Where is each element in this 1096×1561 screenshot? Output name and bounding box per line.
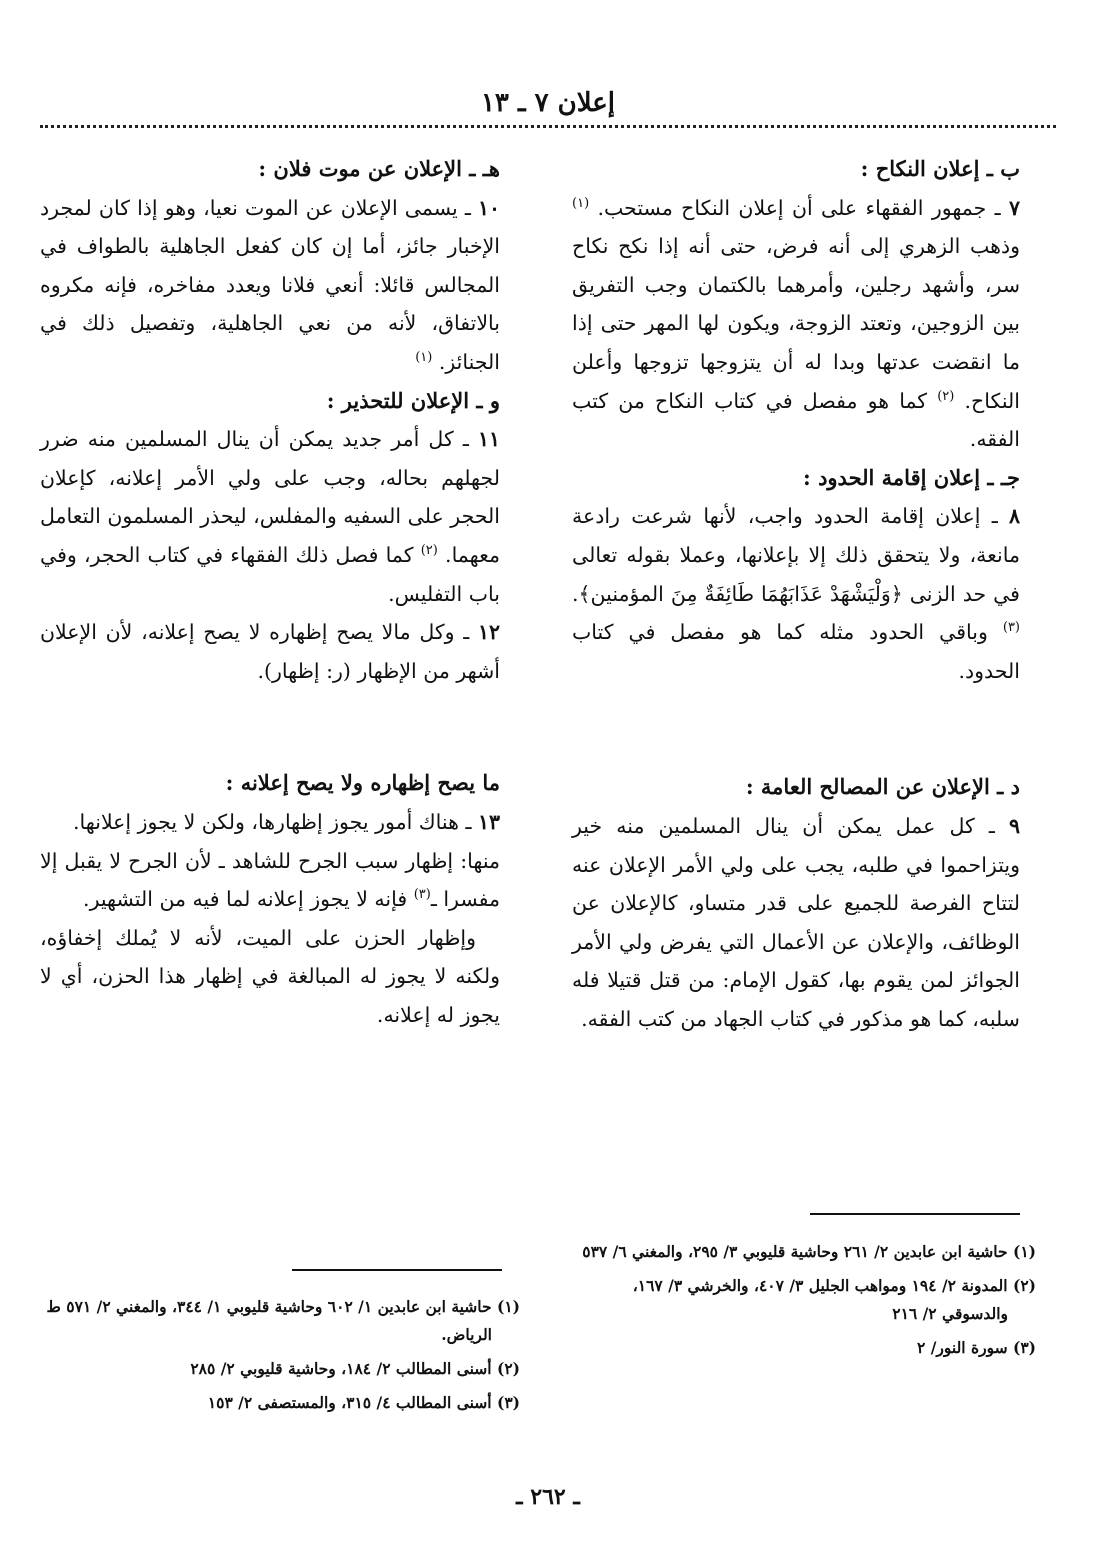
page-number: ـ ٢٦٢ ـ bbox=[516, 1484, 580, 1510]
paragraph-text: ـ جمهور الفقهاء على أن إعلان النكاح مستحب. bbox=[597, 195, 1009, 220]
paragraph-text: ـ يسمى الإعلان عن الموت نعيا، وهو إذا كان لمجرد الإخبار جائز، أما إن كان كفعل الجاهلية بالطواف في المجالس قائلا: أنعي فلانا ويعدد مفاخره، فإنه مكروه بالاتفاق، لأنه من نعي الجاهلية، وتفصيل ذلك في الجنائز. bbox=[40, 195, 500, 374]
footnote-item: (٣) أسنى المطالب ٤/ ٣١٥، والمستصفى ٢/ ١٥٣ bbox=[207, 1393, 520, 1412]
paragraph-number: ٩ bbox=[1008, 813, 1020, 838]
footnote-ref: (٢) bbox=[420, 543, 438, 559]
paragraph-12 bbox=[40, 613, 500, 690]
section-b-title: ب ـ إعلان النكاح : bbox=[860, 156, 1020, 181]
paragraph-text: وباقي الحدود مثله كما هو مفصل في كتاب الحدود. bbox=[572, 620, 1020, 683]
paragraph-text: وإظهار الحزن على الميت، لأنه لا يُملك إخفاؤه، ولكنه لا يجوز له المبالغة في إظهار هذا الحزن، أي لا يجوز له إعلانه. bbox=[40, 925, 500, 1027]
paragraph-text: وذهب الزهري إلى أنه فرض، حتى أنه إذا نكح نكاح سر، وأشهد رجلين، وأمرهما بالكتمان وجب التفريق بين الزوجين، وتعتد الزوجة، ويكون لها المهر حتى إذا ما انقضت عدتها وبدا له أن يتزوجها تزوجها وأعلن النكاح. bbox=[572, 234, 1020, 413]
paragraph-text: ـ هناك أمور يجوز إظهارها، ولكن لا يجوز إعلانها. bbox=[73, 809, 478, 834]
footnote-rule-left bbox=[292, 1269, 502, 1271]
footnote-ref: (١) bbox=[415, 350, 433, 366]
footnote-item: (٢) المدونة ٢/ ١٩٤ ومواهب الجليل ٣/ ٤٠٧، والخرشي ٣/ ١٦٧، والدسوقي ٢/ ٢١٦ bbox=[632, 1276, 1036, 1323]
footnote-ref: (٣) bbox=[413, 887, 431, 903]
footnotes-right bbox=[566, 1238, 1036, 1368]
paragraph-text: منها: إظهار سبب الجرح للشاهد ـ لأن الجرح لا يقبل إلا مفسرا ـ bbox=[40, 848, 500, 912]
section-h-title: هـ ـ الإعلان عن موت فلان : bbox=[258, 156, 500, 181]
paragraph-number: ٨ bbox=[1008, 504, 1020, 529]
paragraph-text: فإنه لا يجوز إعلانه لما فيه من التشهير. bbox=[83, 887, 414, 912]
paragraph-11 bbox=[40, 420, 500, 613]
footnote-item: (٢) أسنى المطالب ٢/ ١٨٤، وحاشية قليوبي ٢/ ٢٨٥ bbox=[190, 1359, 520, 1378]
paragraph-text: ـ كل عمل يمكن أن ينال المسلمين منه خير ويتزاحموا في طلبه، يجب على ولي الأمر الإعلان عنه لتتاح الفرصة للجميع على قدر متساو، كالإعلان عن الوظائف، والإعلان عن الأعمال التي يفرض ولي الأمر الجوائز لمن يقوم بها، كقول الإمام: من قتل قتيلا فله سلبه، كما هو مذكور في كتاب الجهاد من كتب الفقه. bbox=[572, 813, 1020, 1031]
footnotes-left bbox=[40, 1293, 520, 1423]
paragraph-9 bbox=[572, 807, 1020, 1039]
section-d-title: د ـ الإعلان عن المصالح العامة : bbox=[745, 774, 1020, 800]
section-m-title: ما يصح إظهاره ولا يصح إعلانه : bbox=[225, 770, 500, 796]
paragraph-13-c bbox=[40, 919, 500, 1035]
running-title: إعلان ٧ ـ ١٣ bbox=[480, 88, 616, 118]
footnote-item: (١) حاشية ابن عابدين ١/ ٦٠٢ وحاشية قليوبي ١/ ٣٤٤، والمغني ٢/ ٥٧١ ط الرياض. bbox=[46, 1297, 520, 1344]
paragraph-number: ١٣ bbox=[477, 809, 500, 834]
paragraph-text: ـ كل أمر جديد يمكن أن ينال المسلمين منه ضرر لجهلهم بحاله، وجب على ولي الأمر إعلانه، كإعلان الحجر على السفيه والمفلس، ليحذر المسلمون التعامل معهما. bbox=[40, 427, 500, 567]
paragraph-text: ـ إعلان إقامة الحدود واجب، لأنها شرعت رادعة مانعة، ولا يتحقق ذلك إلا بإعلانها، وعملا بقوله تعالى في حد الزنى ﴿وَلْيَشْهَدْ عَذَابَهُمَا طَائِفَةٌ مِنَ المؤمنين﴾. bbox=[572, 504, 1020, 606]
paragraph-13-b bbox=[40, 842, 500, 919]
header-dotted-rule bbox=[40, 125, 1056, 128]
paragraph-number: ١١ bbox=[477, 427, 500, 452]
spacer bbox=[572, 690, 1020, 768]
paragraph-8 bbox=[572, 497, 1020, 690]
footnote-item: (٣) سورة النور/ ٢ bbox=[917, 1338, 1036, 1357]
section-c-title: جـ ـ إعلان إقامة الحدود : bbox=[803, 464, 1020, 490]
paragraph-13 bbox=[40, 803, 500, 842]
paragraph-number: ١٢ bbox=[477, 620, 500, 645]
paragraph-number: ١٠ bbox=[477, 195, 500, 220]
left-column bbox=[40, 150, 500, 1034]
spacer bbox=[40, 690, 500, 764]
paragraph-text: ـ وكل مالا يصح إظهاره لا يصح إعلانه، لأن الإعلان أشهر من الإظهار (ر: إظهار). bbox=[40, 620, 500, 683]
right-column bbox=[572, 150, 1020, 1038]
footnote-rule-right bbox=[810, 1213, 1020, 1215]
footnote-ref: (٣) bbox=[1002, 620, 1020, 636]
paragraph-text: كما فصل ذلك الفقهاء في كتاب الحجر، وفي باب التفليس. bbox=[40, 542, 500, 606]
page-header bbox=[40, 82, 1056, 128]
paragraph-text: كما هو مفصل في كتاب النكاح من كتب الفقه. bbox=[572, 388, 1020, 452]
footnote-item: (١) حاشية ابن عابدين ٢/ ٢٦١ وحاشية قليوبي ٣/ ٢٩٥، والمغني ٦/ ٥٣٧ bbox=[582, 1242, 1036, 1261]
paragraph-number: ٧ bbox=[1008, 195, 1020, 220]
footnote-ref: (١) bbox=[572, 195, 590, 211]
section-w-title: و ـ الإعلان للتحذير : bbox=[326, 387, 500, 413]
paragraph-10 bbox=[40, 189, 500, 382]
footnote-ref: (٢) bbox=[937, 388, 955, 404]
paragraph-7 bbox=[572, 189, 1020, 459]
